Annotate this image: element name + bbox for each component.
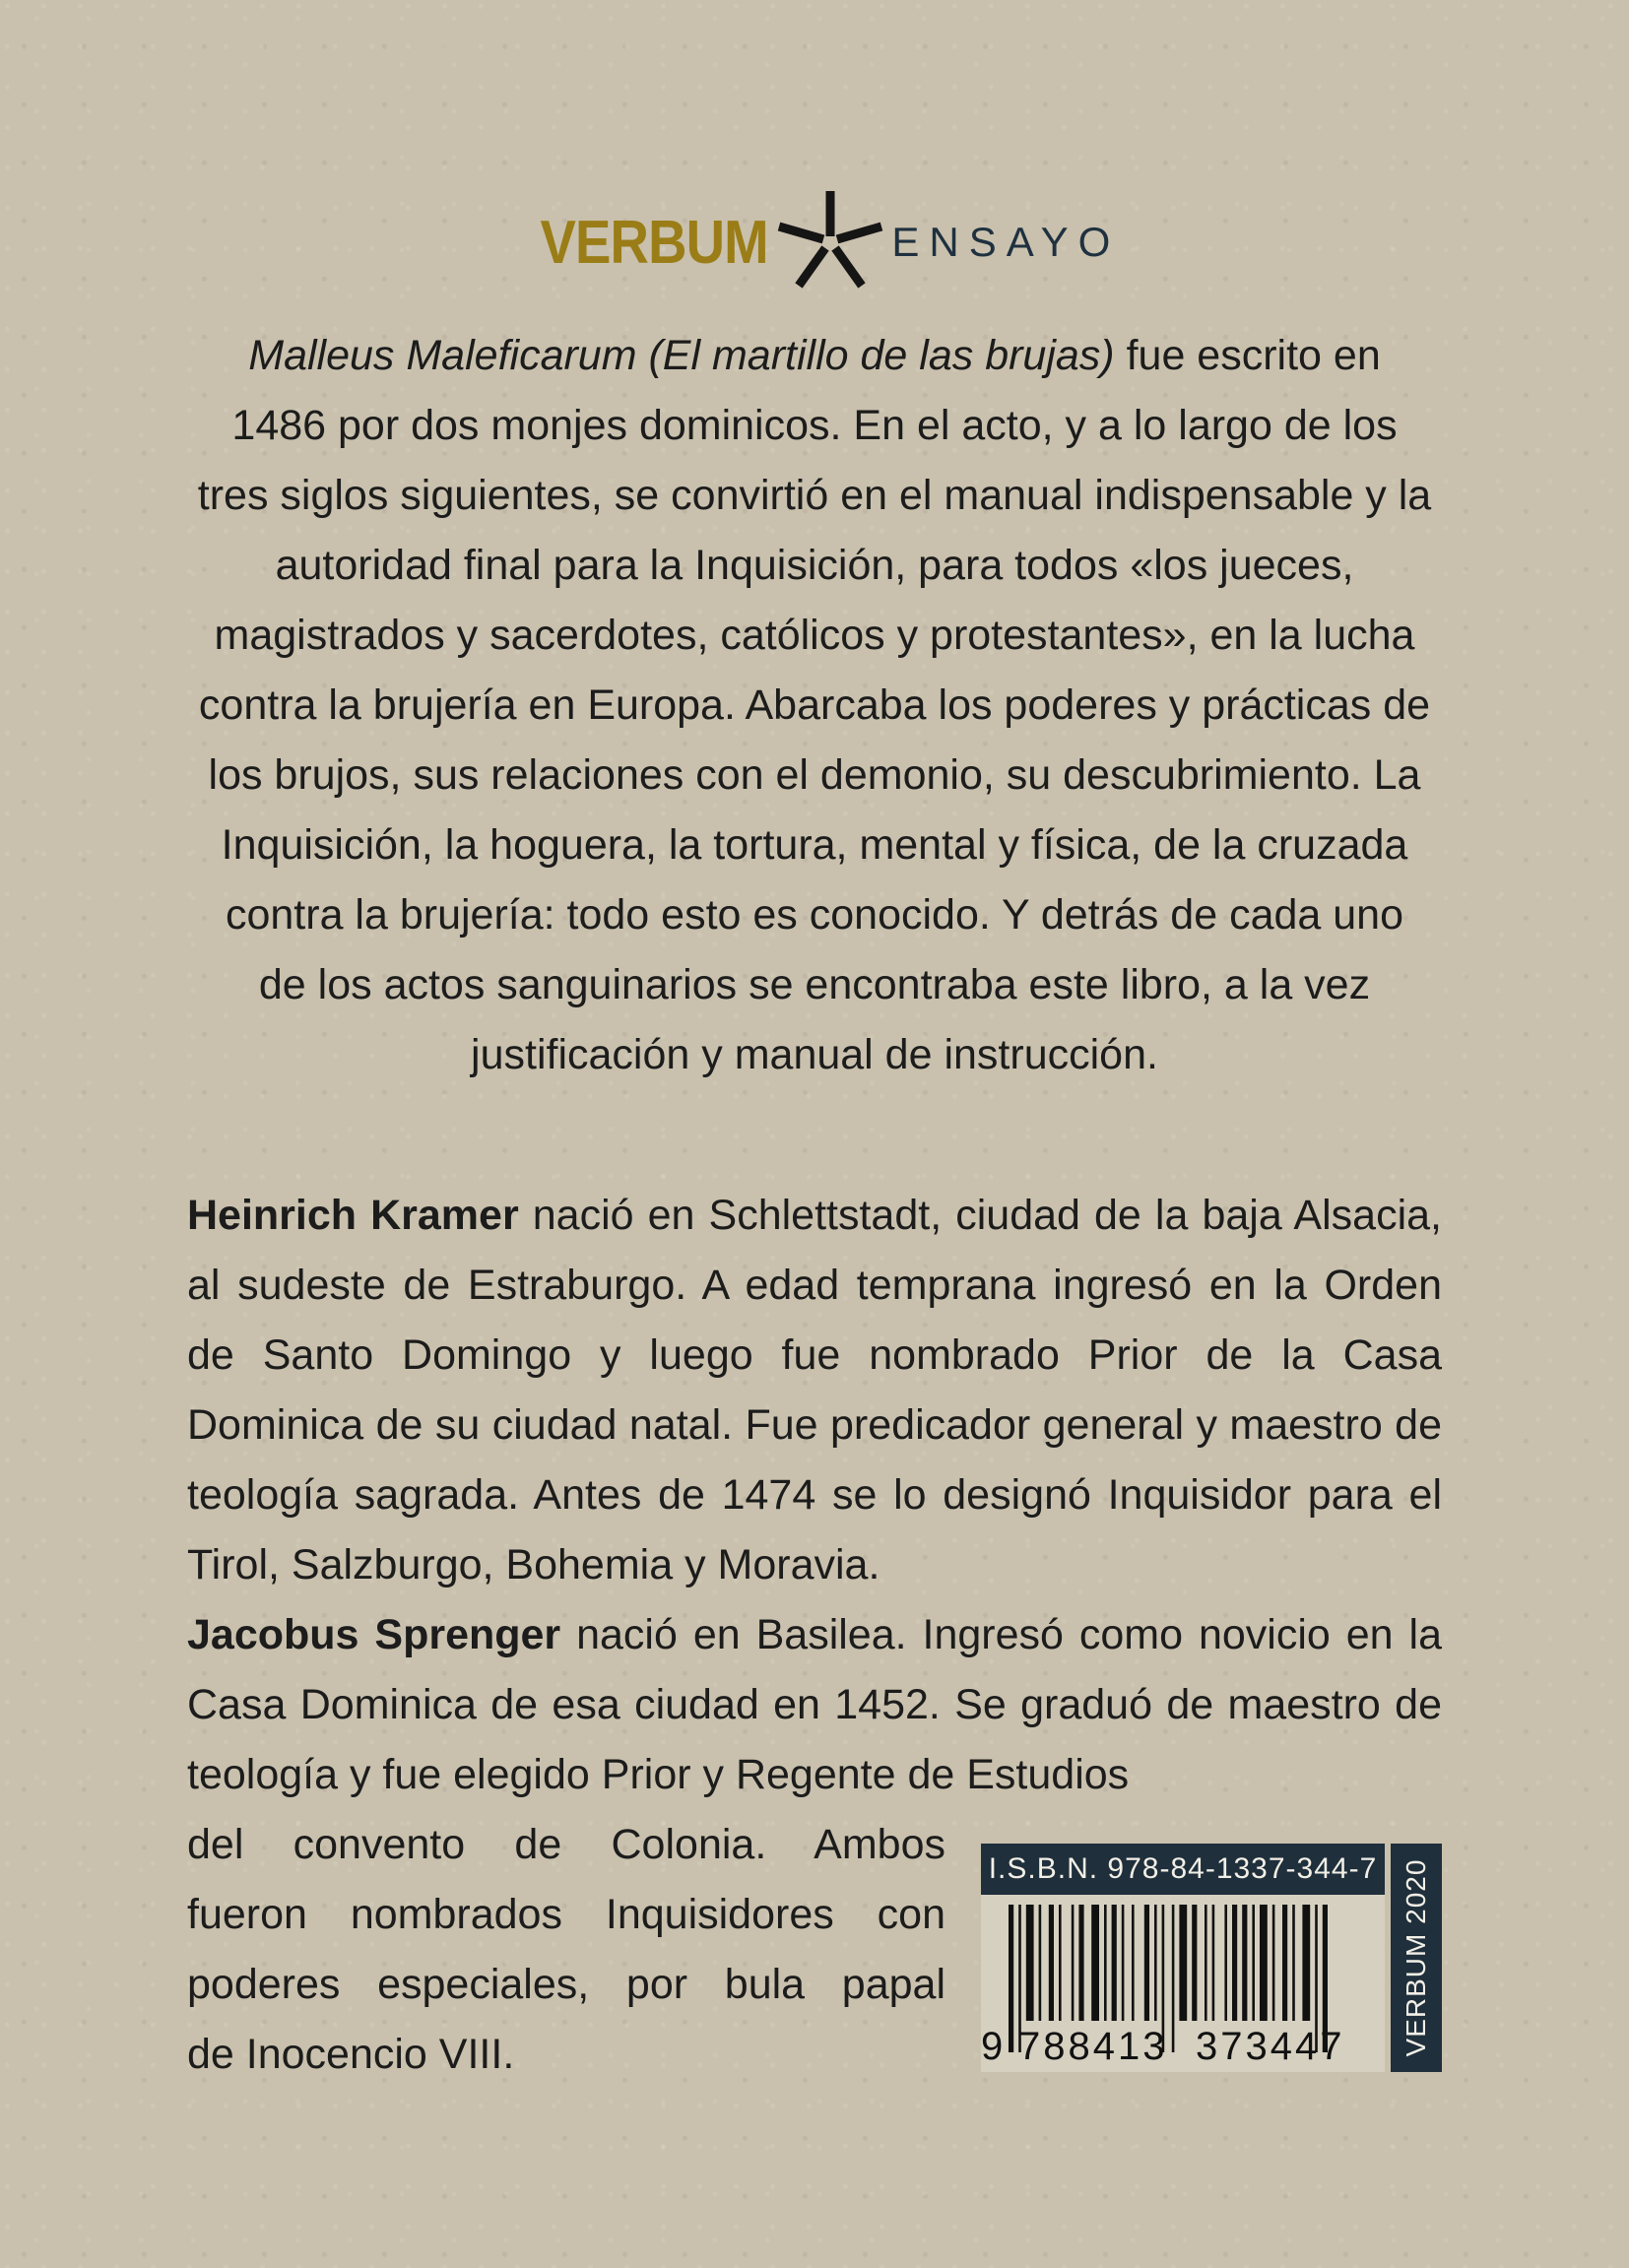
barcode-bar [1091,1905,1099,2021]
bio-line: poderes especiales, por bula papal [187,1961,945,2008]
barcode-bar [1179,1905,1187,2021]
author-bio-sprenger [187,1600,1442,1810]
barcode-bar [1292,1905,1295,2021]
barcode-bar [1112,1905,1117,2021]
bio-line: de Inocencio VIII. [187,2031,515,2078]
barcode-bar [1059,1905,1062,2021]
author-bio-sprenger-continued [187,1810,945,2090]
star-burst-icon [775,187,885,297]
publisher-year-label [1391,1844,1442,2072]
barcode-bar [1212,1905,1215,2021]
barcode-bar [1232,1905,1237,2021]
bio-line: del convento de Colonia. Ambos [187,1821,945,1868]
barcode-bar [1144,1905,1149,2021]
barcode-bar [1104,1905,1107,2021]
barcode-bar [1205,1905,1207,2021]
synopsis-paragraph [197,321,1432,1090]
barcode-bar [1242,1905,1247,2021]
barcode-bar [1132,1905,1135,2021]
bio-text-kramer: nació en Schlettstadt, ciudad de la baja Alsacia, al sudeste de Estraburgo. A edad temprana ingresó en la Orden de Santo Domingo y luego fue nombrado Prior de la Casa Dominica de su ciudad natal. Fue predicador general y maestro de teología sagrada. Antes de 1474 se lo designó Inquisidor para el Tirol, Salzburgo, Bohemia y Moravia. [187,1192,1442,1588]
barcode [981,1895,1385,2072]
barcode-bar [1302,1905,1310,2021]
author-bio-kramer [187,1181,1442,1600]
barcode-bar [1072,1905,1075,2021]
barcode-bar [1122,1905,1125,2021]
synopsis-text: fue escrito en 1486 por dos monjes dominicos. En el acto, y a lo largo de los tres siglos siguientes, se convirtió en el manual indispensable y la autoridad final para la Inquisición, para todos «los jueces, magistrados y sacerdotes, católicos y protestantes», en la lucha contra la brujería en Europa. Abarcaba los poderes y prácticas de los brujos, sus relaciones con el demonio, su descubrimiento. La Inquisición, la hoguera, la tortura, mental y física, de la cruzada contra la brujería: todo esto es conocido. Y detrás de cada uno de los actos sanguinarios se encontraba este libro, a la vez justificación y manual de instrucción. [197,332,1432,1078]
barcode-bar [1026,1905,1034,2021]
book-title: Malleus Maleficarum (El martillo de las brujas) [248,332,1115,379]
barcode-bar [1192,1905,1197,2021]
barcode-bar [1049,1905,1054,2021]
barcode-bar [1078,1905,1083,2021]
barcode-right-digits: 373447 [1196,2025,1345,2068]
barcode-first-digit: 9 [981,2025,1004,2068]
isbn-label: I.S.B.N. 978-84-1337-344-7 [981,1844,1385,1895]
barcode-bar [1282,1905,1287,2021]
author-name-sprenger: Jacobus Sprenger [187,1611,561,1658]
barcode-bar [1252,1905,1255,2021]
barcode-bar [1039,1905,1042,2021]
bio-line: fueron nombrados Inquisidores con [187,1891,945,1938]
barcode-digits [981,2023,1385,2072]
barcode-bar [1154,1905,1157,2021]
barcode-bar [1272,1905,1275,2021]
logo-brand: VERBUM [540,208,768,277]
isbn-barcode-block [981,1844,1431,2075]
logo-collection: ENSAYO [891,219,1121,265]
barcode-bar [1224,1905,1227,2021]
barcode-bar [1260,1905,1268,2021]
author-name-kramer: Heinrich Kramer [187,1192,519,1239]
bio-text-sprenger: nació en Basilea. Ingresó como novicio en la Casa Dominica de esa ciudad en 1452. Se graduó de maestro de teología y fue elegido Prior y Regente de Estudios [187,1611,1442,1798]
barcode-left-digits: 788413 [1018,2025,1168,2068]
publisher-year-text: VERBUM 2020 [1401,1858,1431,2057]
publisher-logo [0,187,1629,297]
